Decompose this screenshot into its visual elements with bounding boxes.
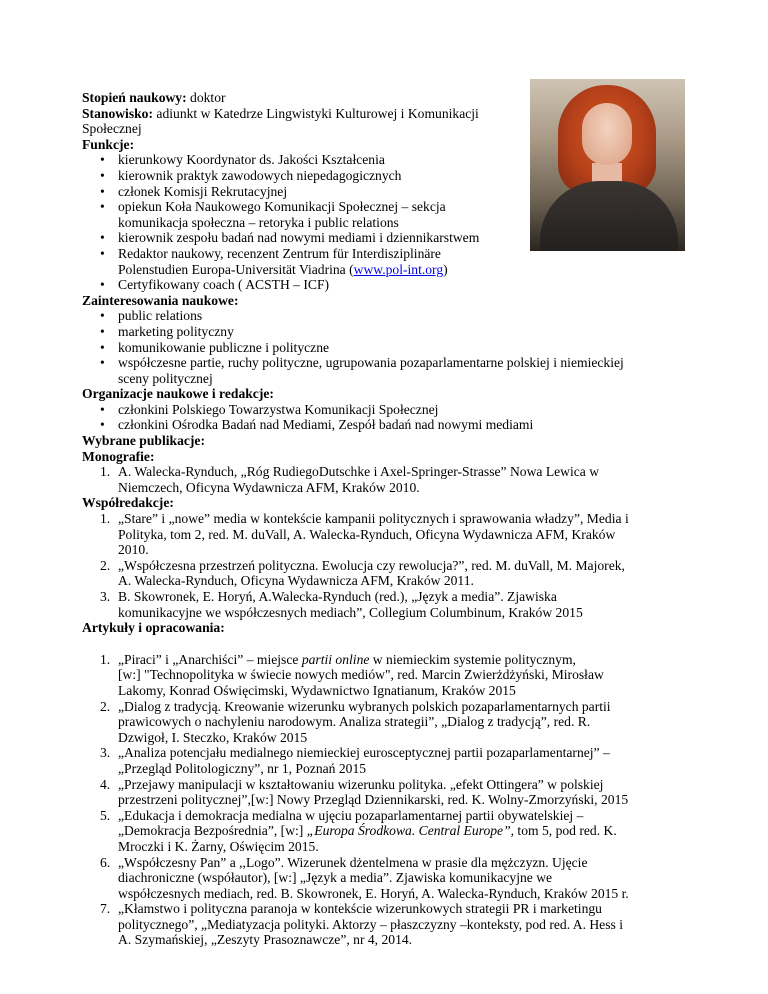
- list-item: 3. B. Skowronek, E. Horyń, A.Walecka-Rynduch (red.), „Język a media”. Zjawiska komunikacyjne we współczesnych mediach”, Collegium Columbinum, Kraków 2015: [100, 589, 583, 620]
- document-body: [82, 90, 687, 948]
- list-item: • członkini Polskiego Towarzystwa Komunikacji Społecznej: [82, 402, 687, 418]
- list-item: 1. „Stare” i „nowe” media w kontekście kampanii politycznych i sprawowania władzy”, Media i Polityka, tom 2, red. M. duVall, A. Walecka-Rynduch, Oficyna Wydawnicza AFM, Kraków 2010.: [100, 511, 629, 558]
- list-item: • kierunkowy Koordynator ds. Jakości Kształcenia: [82, 152, 687, 168]
- list-item: 5. „Edukacja i demokracja medialna w ujęciu pozaparlamentarnej partii obywatelskiej – „Demokracja Bezpośrednia”, [w:] „Europa Środkowa. Central Europe”, tom 5, pod red. K. Mroczki i K. Żarny, Oświęcim 2015.: [100, 807, 617, 854]
- list-item: 4. „Przejawy manipulacji w kształtowaniu wizerunku polityka. „efekt Ottingera” w polskiej przestrzeni politycznej”,[w:] Nowy Przegląd Dziennikarski, red. K. Wolny-Zmorzyński, 2015: [100, 776, 629, 808]
- publications-heading: Wybrane publikacje:: [82, 433, 205, 449]
- organizations-heading: Organizacje naukowe i redakcje:: [82, 386, 274, 402]
- position-line: Stanowisko: adiunkt w Katedrze Lingwistyki Kulturowej i Komunikacji: [82, 105, 479, 121]
- functions-heading: Funkcje:: [82, 136, 135, 152]
- position-line-2: Społecznej: [82, 121, 142, 137]
- list-item: 2. „Dialog z tradycją. Kreowanie wizerunku wybranych polskich pozaparlamentarnych partii prawicowych o nachyleniu narodowym. Analiza strategii”, „Dialog z tradycją”, red. R. Dzwigoł, I. Steczko, Kraków 2015: [100, 698, 611, 745]
- list-item: • członek Komisji Rekrutacyjnej: [82, 184, 687, 200]
- coedited-list: [82, 511, 687, 620]
- list-item: • kierownik praktyk zawodowych niepedagogicznych: [82, 168, 687, 184]
- interests-heading: Zainteresowania naukowe:: [82, 292, 239, 308]
- list-item: 6. „Współczesny Pan” a ,,Logo”. Wizerunek dżentelmena w prasie dla mężczyzn. Ujęcie diachroniczne (współautor), [w:] „Język a media”. Zjawiska komunikacyjne we współczesnych mediach, red. B. Skowronek, E. Horyń, A. Walecka-Rynduch, Kraków 2015 r.: [100, 854, 629, 901]
- articles-list: [82, 652, 687, 948]
- organizations-list: [82, 402, 687, 433]
- list-item: • Certyfikowany coach ( ACSTH – ICF): [82, 277, 687, 293]
- list-item: • public relations: [82, 308, 687, 324]
- list-item: 2. „Współczesna przestrzeń polityczna. Ewolucja czy rewolucja?”, red. M. duVall, M. Majorek, A. Walecka-Rynduch, Oficyna Wydawnicza AFM, Kraków 2011.: [100, 557, 625, 589]
- list-item: • kierownik zespołu badań nad nowymi mediami i dziennikarstwem: [82, 230, 687, 246]
- list-item: 7. „Kłamstwo i polityczna paranoja w kontekście wizerunkowych strategii PR i marketingu politycznego”, „Mediatyzacja polityki. Aktorzy – płaszczyzny –konteksty, pod red. A. Hess i A. Szymańskiej, „Zeszyty Prasoznawcze”, nr 4, 2014.: [100, 901, 623, 948]
- list-item: • marketing polityczny: [82, 324, 687, 340]
- list-item: 1. A. Walecka-Rynduch, „Róg RudiegoDutschke i Axel-Springer-Strasse” Nowa Lewica w Niemczech, Oficyna Wydawnicza AFM, Kraków 2010.: [100, 464, 600, 495]
- degree-line: Stopień naukowy: doktor: [82, 90, 226, 105]
- functions-list: [82, 152, 687, 292]
- monographs-heading: Monografie:: [82, 448, 155, 464]
- list-item: • współczesne partie, ruchy polityczne, ugrupowania pozaparlamentarne polskiej i niemieckiej sceny politycznej: [82, 355, 687, 386]
- interests-list: [82, 308, 687, 386]
- list-item: • Redaktor naukowy, recenzent Zentrum für Interdisziplinäre Polenstudien Europa-Universität Viadrina (www.pol-int.org): [82, 246, 687, 277]
- monographs-list: [82, 464, 687, 495]
- articles-heading: Artykuły i opracowania:: [82, 620, 225, 636]
- list-item: • opiekun Koła Naukowego Komunikacji Społecznej – sekcja komunikacja społeczna – retoryka i public relations: [82, 199, 687, 230]
- list-item: • komunikowanie publiczne i polityczne: [82, 340, 687, 356]
- pol-int-link[interactable]: www.pol-int.org: [353, 261, 444, 277]
- coedited-heading: Współredakcje:: [82, 495, 174, 511]
- list-item: • członkini Ośrodka Badań nad Mediami, Zespół badań nad nowymi mediami: [82, 417, 687, 433]
- list-item: 3. „Analiza potencjału medialnego niemieckiej eurosceptycznej partii pozaparlamentarnej” – „Przegląd Politologiczny”, nr 1, Poznań 2015: [100, 745, 610, 776]
- list-item: 1. „Piraci” i „Anarchiści” – miejsce partii online w niemieckim systemie politycznym, [w:] "Technopolityka w świecie nowych mediów", red. Marcin Zwierżdżyński, Mirosław Lakomy, Konrad Oświęcimski, Wydawnictwo Ignatianum, Kraków 2015: [100, 651, 604, 698]
- spacer: [82, 636, 687, 652]
